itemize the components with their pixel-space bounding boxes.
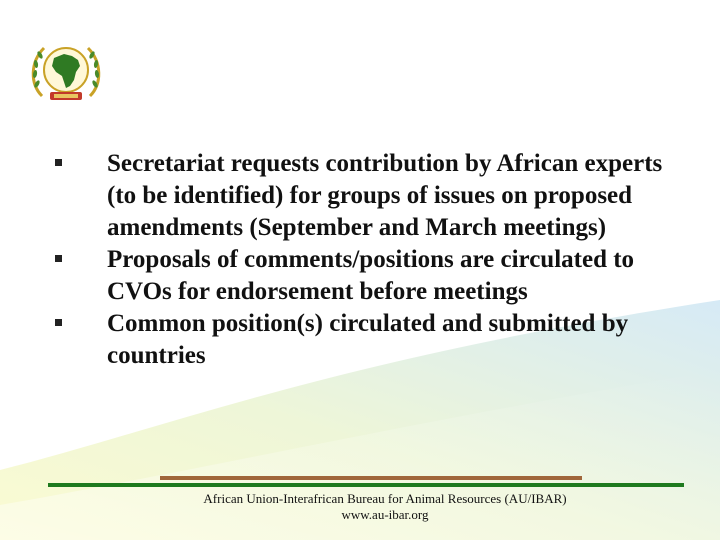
footer [100, 491, 670, 523]
african-union-emblem-icon [28, 38, 104, 106]
list-item [50, 244, 690, 308]
footer-website: www.au-ibar.org [341, 507, 429, 522]
square-bullet-icon [55, 255, 62, 262]
bullet-text: Common position(s) circulated and submitted by countries [107, 310, 629, 369]
bullet-list [50, 148, 690, 372]
list-item [50, 148, 690, 244]
bullet-text: Secretariat requests contribution by African experts (to be identified) for groups of issues on proposed amendments (September and March meetings) [107, 150, 663, 241]
footer-organization: African Union-Interafrican Bureau for Animal Resources (AU/IBAR) [203, 491, 567, 506]
square-bullet-icon [55, 159, 62, 166]
list-item [50, 308, 690, 372]
square-bullet-icon [55, 319, 62, 326]
footer-divider-green [48, 483, 684, 487]
bullet-text: Proposals of comments/positions are circulated to CVOs for endorsement before meetings [107, 246, 635, 305]
footer-divider-brown [160, 476, 582, 480]
